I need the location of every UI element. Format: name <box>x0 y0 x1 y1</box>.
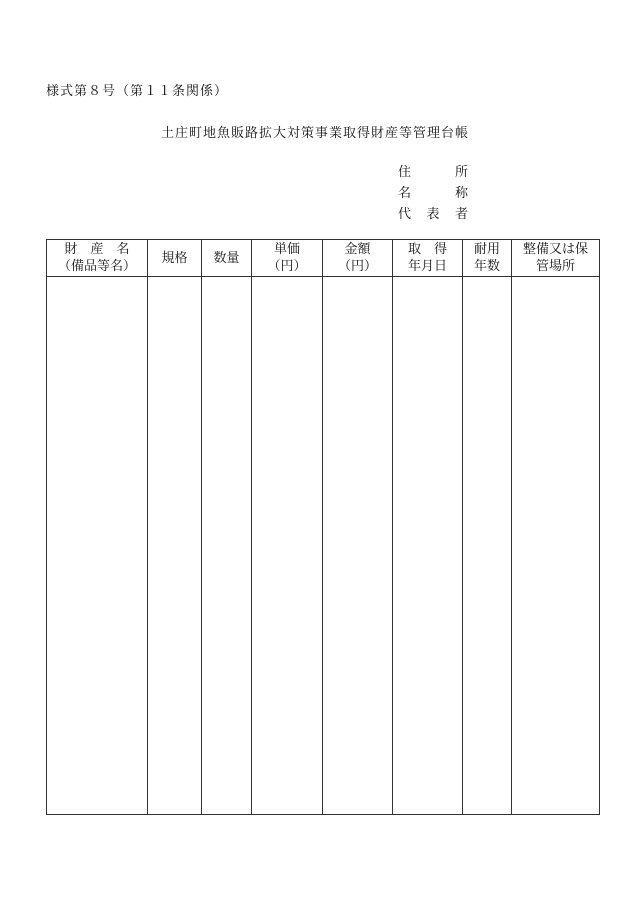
cell-quantity <box>202 277 252 815</box>
cell-unit-price <box>252 277 323 815</box>
name-label: 名 称 <box>398 186 468 201</box>
address-label: 住 所 <box>398 165 468 180</box>
header-unit-price: 単価 （円） <box>252 240 323 277</box>
cell-amount <box>323 277 393 815</box>
header-quantity: 数量 <box>202 240 252 277</box>
table-header-row <box>47 240 600 277</box>
representative-label: 代 表 者 <box>398 207 468 222</box>
header-useful-life: 耐用 年数 <box>463 240 512 277</box>
cell-storage-location <box>512 277 600 815</box>
cell-property-name <box>47 277 148 815</box>
table-row <box>47 277 600 815</box>
form-number: 様式第８号（第１１条関係） <box>46 84 229 99</box>
cell-specification <box>148 277 202 815</box>
header-property-name: 財 産 名 （備品等名） <box>47 240 148 277</box>
property-ledger-table <box>46 239 600 815</box>
document-title: 土庄町地魚販路拡大対策事業取得財産等管理台帳 <box>160 126 469 141</box>
header-specification: 規格 <box>148 240 202 277</box>
cell-useful-life <box>463 277 512 815</box>
cell-acquisition-date <box>393 277 463 815</box>
header-amount: 金額 （円） <box>323 240 393 277</box>
header-storage-location: 整備又は保 管場所 <box>512 240 600 277</box>
applicant-block <box>398 162 468 225</box>
header-acquisition-date: 取 得 年月日 <box>393 240 463 277</box>
